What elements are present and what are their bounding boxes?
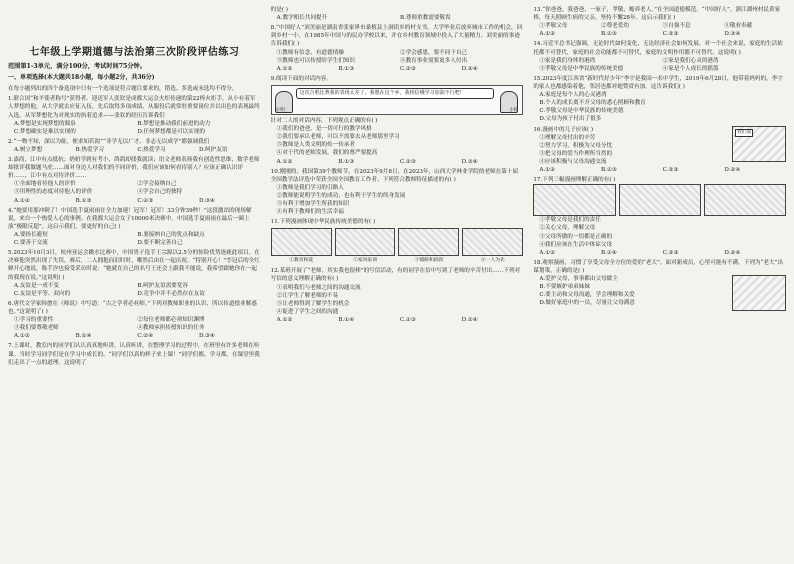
question-8: 8.“中国好人”刘美丽是湖南省张家界市桑植县上洞街乡的村支书，大学毕业后放弃城市工作的机会，回到乡村一小。在1985年中国与的民办学校以来，并在乡村教育领域中投入了大量精力。刘美丽的事迹告诉我们( ) ①教师有信念、有道德情操 ②学会感恩，要不同于自己 ③教师也可以传授给学生们知识 ④教育事业需要更多人付出 A.①② B.①③ C.②③ D.②④ bbox=[270, 25, 523, 72]
cartoon-strip bbox=[271, 228, 524, 256]
column-1 bbox=[8, 6, 261, 560]
section-intro: 在每小题列出的四个备选项中只有一个选项是符合题目要求的，错选、多选或未选均不得分。 bbox=[8, 86, 238, 93]
exam-title: 七年级上学期道德与法治第三次阶段评估练习 bbox=[29, 47, 240, 58]
question-7: 7.上课时，教室内的同学们认认真真地听讲，认真听讲，在整理学习的过程中，在班里有许多老师在听课。当时学习同学们是在学习中成长的。“同学们以真的样子来上课！”同学们都，学习都，在课堂里我们走出了一点的道理。这说明了 bbox=[8, 343, 260, 366]
question-9-cont: 针对二人的对话内容，下列观点正确的有( ) ①我们的爸爸，是一切可行的教学风格 ②我们要承认老师，可以不需要去从老师那里学习 ③教师是人类文明的传一传承者 ④对于代的老师发展，我们的尊严要提高 A.①② B.①③ C.②③ D.③④ bbox=[270, 117, 478, 165]
cartoon-image bbox=[462, 228, 523, 256]
dialog-illustration bbox=[271, 85, 524, 115]
question-10: 10.刚刚的，我国第39个教师节，在2023年9月8日，在2023年，山西大学林业学院的老师在第十届全国教学法评选中荣获全国全国教育工作者。下列符合教师特征描述的有( ) ①教师是我们学习的引路人 ②教师能说明学生的成功，也有利于学生的终身发展 ③有利于增加学生所获的知识 ④有利于教师们的生活幸福 bbox=[270, 168, 519, 216]
cartoon-image bbox=[704, 184, 786, 216]
three-cartoons bbox=[533, 184, 786, 216]
question-17: 17.下列三幅漫画理解正确的有( ) ①孝敬父母是我们的责任 ②关心父母，理解父母 ③父母所做的一切都是正确的 ④我们应该在生活中体谅父母 A.①② B.①④ C.②③ D.②④ bbox=[533, 176, 786, 257]
question-12: 12.某班开展了“老师，其实我也很棒”的写信活动，有的同学在信中写到了老师的辛苦付出……下列对写信的意义理解正确的有( ) ①表明我们与老师之间的沟通交流 ②让学生了解老师的不易 ③让老师得到了解学生的机会 ④促进了学生之间的沟通 A.①② B.①④ C.②③ D.②④ bbox=[270, 268, 521, 324]
column-2 bbox=[271, 6, 524, 560]
family-cartoon bbox=[732, 126, 786, 162]
section-heading: 一、单项选择(本大题共18小题，每小题2分，共36分) bbox=[8, 74, 155, 82]
name-left: 小明 bbox=[275, 108, 285, 114]
cartoon-image bbox=[398, 228, 459, 256]
question-2: 2.“一物不知，深以为耻，便求知若渴”“非学无以广才，非志无以成学”都强调我们 A.树立梦想 B.热爱学习 C.热爱学习 D.呵护友谊 bbox=[8, 138, 228, 153]
cartoon-caption: 我们家 bbox=[735, 129, 753, 138]
question-6: 6.唐代文学家韩愈在《师说》中写道：“古之学者必有师。”下列对教师职业的认识，所以传道授业解惑也。”这说明了( ) ①学习的重要性 ②每位老师都必须知识渊博 ③我们要尊敬老师 ④教师承担传授知识的任务 A.①② B.①④ C.②④ D.③④ bbox=[8, 300, 257, 340]
question-5: 5.2023年10月3日，杭州亚运会跳水比赛中，中国男子选手王宗源以2.5分的惊险优势逐鹿此项目。在决赛他突然出现了失误，赛后，二人拥抱而泪时时，哪然后由在一起庆祝。“特别开心！”孪冠后的全红婵开心地说。陈芋汐也接受采访时说：“她就在自己的名号王还会上跟我不能说，我希望跟她你在一起的我现在说。”这说明( ) A.友谊是一成不变 B.呵护友谊需要宽容 C.友谊是平等、双向的 D.竞争中并不必然存在友谊 bbox=[8, 250, 260, 297]
name-right: 小红 bbox=[509, 108, 519, 114]
question-16: 我们家 16.漫画中的儿子应该( ) ①理解父母付出的辛劳 ②努力学习，积极为父母分忧 ③把父母的爱当作理所当然的 ④应该积极与父母沟通交流 A.①② B.①③ C.②③ D.②④ bbox=[533, 126, 786, 175]
question-4: 4.“她要用那冲刺了！中国选手夏雨雨在全力加速！冠军！冠军！33分钟39秒！”这段激昂的现场解说，来自一个热爱人心的事例。在我都大运会女子10000米决赛中，中国选手夏雨雨在最后一圈上演“极限反超”。这启示我们，要更好的自己( ) A.要扬长避短 B.要接纳自己的优点和缺点 C.要善于交流 D.要不断完善自己 bbox=[8, 207, 252, 247]
question-14: 14.习近平总书记强调，无论时代如何变化，无论经济社会如何发展，对一个社会来说，家庭的生活依托都不可替代，家庭的社会功能都不可替代，家庭的文明作用都不可替代。这说明( ) ①家是我们身体的港湾 ②家是我们心灵的港湾 ③孝敬父母是中华民族的传统美德 ④家是个人成长的摇篮 bbox=[533, 41, 783, 72]
exam-scope: 范围第1-3单元，满分100分，考试时间75分钟。 bbox=[8, 62, 146, 70]
question-15: 15.2023年度江西省“新时代好少年”李宇是我国一名中学生，2019年6月28日，他带着妈妈的，李宇的家人也都感染着他，邻居也都对她赞赏有加。这告诉我们( ) A.家庭是每个人的心灵港湾 B.个人的成长离不开父母的悉心照顾和教育 C.孝敬父母是中华民族的传统美德 D.父母为孩子付出了很多 bbox=[533, 75, 783, 123]
cartoon-image bbox=[335, 228, 396, 256]
question-9: 9.阅读下面的对话内容。 这次合唱比赛我的表现太差了，我想在这个乡，我相信哦学习加油不行吧！ 小明 小红 bbox=[271, 75, 524, 115]
question-11: 11.下列漫画体现中华民族传统美德的有( ) ①教育和爱 ②家风家训 ③铺路和捐款 ④一人为先 bbox=[271, 218, 524, 265]
speech-bubble: 这次合唱比赛我的表现太差了，我想在这个乡，我相信哦学习加油不行吧！ bbox=[296, 88, 495, 99]
question-18: 18.观察漫画，习惯了享受父母全方位的爱的“老大”，面对新成员，心里可能有不满，下列为“老大”出谋划策，正确的是( ) A.爱护父母，事事都由父母做主 B.不要嫉妒弟弟妹妹 C.要主动和父母沟通，学会理解和关爱 D.做好家庭中的一员，尽量让父母满意 bbox=[533, 259, 786, 311]
question-7-cont: 的是( ) A.教学相长共同提升 B.尊师重教需要敬畏 bbox=[270, 7, 451, 22]
cartoon-image bbox=[619, 184, 701, 216]
question-13: 13.“你爸爸，我爸爸，一家子，孝敬，赡养老人。”在全国道德模范，“中国好人”，浙江湖州村民黄家桥，每天照顾生病的父亲，坚持不懈28年。这启示我们( ) ①孝敬父母 ②尊老爱幼 ③自强不息 ④敬业奉献 A.①② B.①③ C.②③ D.③④ bbox=[533, 7, 781, 38]
column-3 bbox=[533, 6, 786, 560]
question-3: 3.嘉尚，江中有点抵抗；奶奶学到有考小，鸽鸽却找我就读；语文老师表扬我有创造性思维，数学老师却批评我做题马虎……面对身边人对我们的不同评价，我们应该如何看待别人？应该正确认识评价……，江中有点对待评价…… ①全面地看待他人的评价 ②学会接纳自己 ③用理性的态度对待他人的评价 ④学会自己的独特 A.①② B.①③ C.②③ D.③④ bbox=[8, 157, 260, 204]
family-cartoon-2 bbox=[732, 275, 786, 311]
cartoon-image bbox=[271, 228, 332, 256]
question-1: 1.联合国“和平使者称号”获得者、迎送军人张钦是成都大运会火炬传递的第22棒火炬手，从小有着军人梦想的他，从大学就去应征入伍，先后取得多项成绩，从服役后就常驻重要岗位并以出色的表现最终入选。从军梦想化为对现实的执着追求——张钦的经历告诉我们 A.梦想是实现梦想的源泉 B.梦想是推动我们前进的动力 C.梦想确实是难以实现的 D.任何梦想都是可以实现的 bbox=[8, 96, 260, 135]
cartoon-image bbox=[533, 184, 615, 216]
